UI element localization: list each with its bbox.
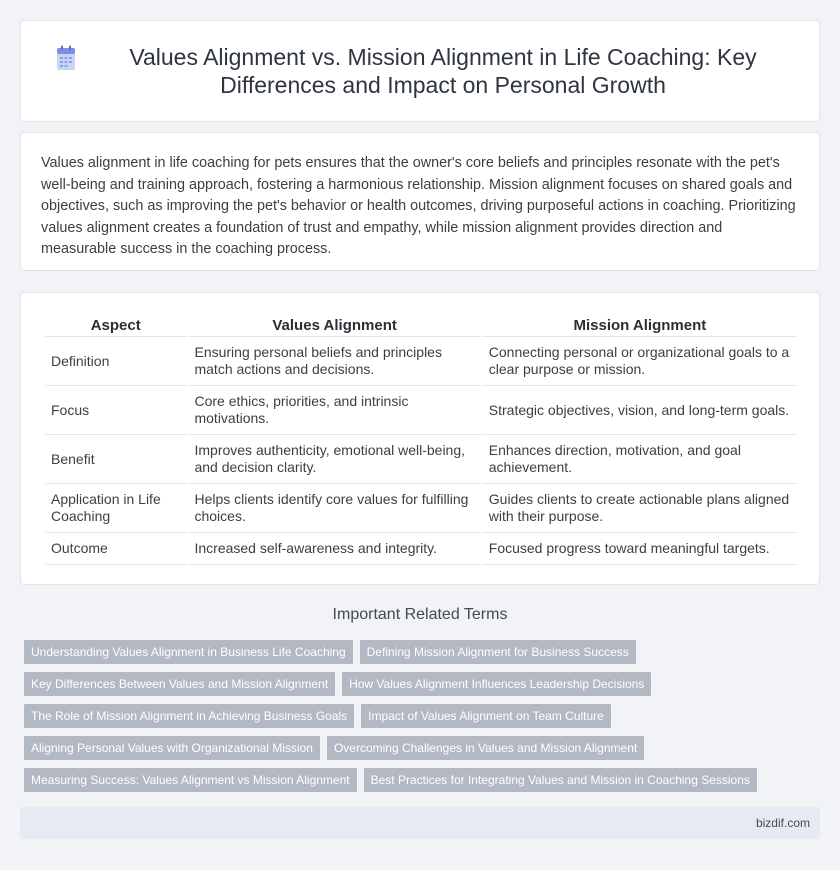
aspect-cell: Outcome [45,533,186,565]
tag-row [24,672,824,696]
aspect-cell: Benefit [45,435,186,484]
table-header-row [45,315,797,337]
page-title: Values Alignment vs. Mission Alignment in Life Coaching: Key Differences and Impact on Personal Growth [129,44,757,98]
header-mission-alignment: Mission Alignment [483,315,797,337]
related-term-tag[interactable]: Aligning Personal Values with Organizational Mission [24,736,320,760]
document-icon [52,44,80,72]
related-term-tag[interactable]: Impact of Values Alignment on Team Culture [361,704,611,728]
related-term-tag[interactable]: Measuring Success: Values Alignment vs Mission Alignment [24,768,357,792]
mission-cell: Focused progress toward meaningful targets. [483,533,797,565]
related-term-tag[interactable]: The Role of Mission Alignment in Achieving Business Goals [24,704,354,728]
related-term-tag[interactable]: Overcoming Challenges in Values and Mission Alignment [327,736,644,760]
table-row [45,533,797,565]
aspect-cell: Focus [45,386,186,435]
intro-paragraph: Values alignment in life coaching for pets ensures that the owner's core beliefs and principles resonate with the pet's well-being and training approach, fostering a harmonious relationship. Mission alignment focuses on shared goals and objectives, such as improving the pet's behavior or health outcomes, driving purposeful actions in coaching. Prioritizing values alignment creates a foundation of trust and empathy, while mission alignment provides direction and measurable success in the coaching process. [41,155,796,257]
header-values-alignment: Values Alignment [188,315,480,337]
values-cell: Ensuring personal beliefs and principles match actions and decisions. [188,337,480,386]
footer [20,807,820,839]
values-cell: Core ethics, priorities, and intrinsic motivations. [188,386,480,435]
table-row [45,484,797,533]
aspect-cell: Definition [45,337,186,386]
comparison-table-card [20,292,820,585]
related-terms-heading: Important Related Terms [332,606,508,623]
tag-row [24,768,824,792]
mission-cell: Enhances direction, motivation, and goal achievement. [483,435,797,484]
tag-row [24,736,824,760]
header-card [20,20,820,122]
comparison-table [43,315,799,565]
related-term-tag[interactable]: Key Differences Between Values and Mission Alignment [24,672,335,696]
table-row [45,435,797,484]
related-terms-list [24,640,824,800]
related-term-tag[interactable]: How Values Alignment Influences Leadership Decisions [342,672,651,696]
related-term-tag[interactable]: Best Practices for Integrating Values and Mission in Coaching Sessions [364,768,757,792]
values-cell: Helps clients identify core values for fulfilling choices. [188,484,480,533]
tag-row [24,640,824,664]
values-cell: Increased self-awareness and integrity. [188,533,480,565]
header-aspect: Aspect [45,315,186,337]
related-term-tag[interactable]: Defining Mission Alignment for Business Success [360,640,636,664]
table-row [45,386,797,435]
tag-row [24,704,824,728]
aspect-cell: Application in Life Coaching [45,484,186,533]
related-term-tag[interactable]: Understanding Values Alignment in Business Life Coaching [24,640,353,664]
mission-cell: Guides clients to create actionable plans aligned with their purpose. [483,484,797,533]
values-cell: Improves authenticity, emotional well-being, and decision clarity. [188,435,480,484]
mission-cell: Strategic objectives, vision, and long-term goals. [483,386,797,435]
footer-site-link[interactable]: bizdif.com [755,816,810,830]
mission-cell: Connecting personal or organizational goals to a clear purpose or mission. [483,337,797,386]
intro-card [20,132,820,271]
table-row [45,337,797,386]
